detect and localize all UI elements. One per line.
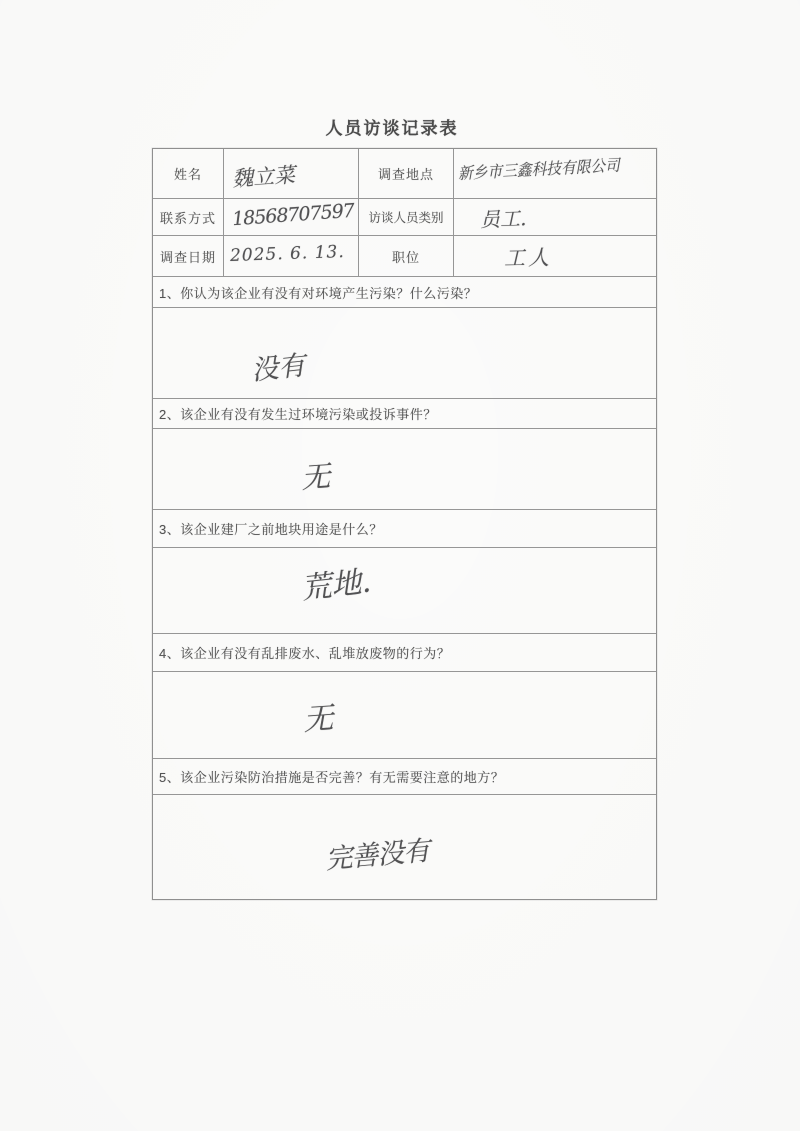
question-4-number: 4、 (159, 646, 181, 661)
field-value-contact (224, 199, 359, 236)
question-5-text (153, 759, 656, 795)
handwritten-answer-4: 无 (302, 700, 335, 738)
handwritten-date: 2025. 6. 13. (229, 242, 346, 266)
question-1-label: 你认为该企业有没有对环境产生污染？什么污染？ (180, 285, 478, 301)
question-block-1 (153, 277, 656, 399)
handwritten-position: 工人 (503, 245, 553, 271)
field-label-survey-date: 调查日期 (153, 236, 224, 277)
question-block-4 (153, 634, 656, 759)
question-2-number: 2、 (159, 407, 181, 422)
question-4-answer-box (153, 672, 656, 759)
field-label-name: 姓名 (153, 149, 224, 199)
handwritten-name: 魏立菜 (231, 162, 296, 192)
question-3-text (153, 510, 656, 548)
question-1-text (153, 277, 656, 308)
info-section (153, 149, 656, 277)
question-1-number: 1、 (159, 285, 181, 301)
form-title: 人员访谈记录表 (325, 119, 459, 138)
handwritten-category: 员工. (479, 206, 527, 232)
question-3-label: 该企业建厂之前地块用途是什么？ (180, 522, 383, 537)
question-3-answer-box (153, 548, 656, 634)
question-5-number: 5、 (159, 770, 181, 785)
question-5-label: 该企业污染防治措施是否完善？有无需要注意的地方？ (180, 770, 505, 785)
question-4-text (153, 634, 656, 672)
question-block-5 (153, 759, 656, 900)
handwritten-answer-3: 荒地. (299, 564, 373, 607)
question-block-2 (153, 399, 656, 510)
handwritten-phone: 18568707597 (231, 199, 355, 231)
question-block-3 (153, 510, 656, 634)
field-value-survey-date (224, 236, 359, 277)
interview-record-table (152, 148, 657, 900)
handwritten-answer-1: 没有 (249, 350, 307, 387)
question-2-text (153, 399, 656, 429)
handwritten-answer-5: 完善没有 (324, 835, 431, 876)
field-value-interviewee-category (454, 199, 656, 236)
field-value-name (224, 149, 359, 199)
field-label-position: 职位 (359, 236, 454, 277)
question-2-label: 该企业有没有发生过环境污染或投诉事件？ (180, 407, 437, 422)
field-value-position (454, 236, 656, 277)
handwritten-answer-2: 无 (299, 459, 332, 495)
question-3-number: 3、 (159, 522, 181, 537)
field-label-contact: 联系方式 (153, 199, 224, 236)
field-value-survey-location (454, 149, 656, 199)
question-5-answer-box (153, 795, 656, 900)
question-1-answer-box (153, 308, 656, 399)
field-label-interviewee-category: 访谈人员类别 (359, 199, 454, 236)
question-2-answer-box (153, 429, 656, 510)
handwritten-location: 新乡市三鑫科技有限公司 (457, 155, 621, 183)
field-label-survey-location: 调查地点 (359, 149, 454, 199)
question-4-label: 该企业有没有乱排废水、乱堆放废物的行为？ (180, 646, 451, 661)
